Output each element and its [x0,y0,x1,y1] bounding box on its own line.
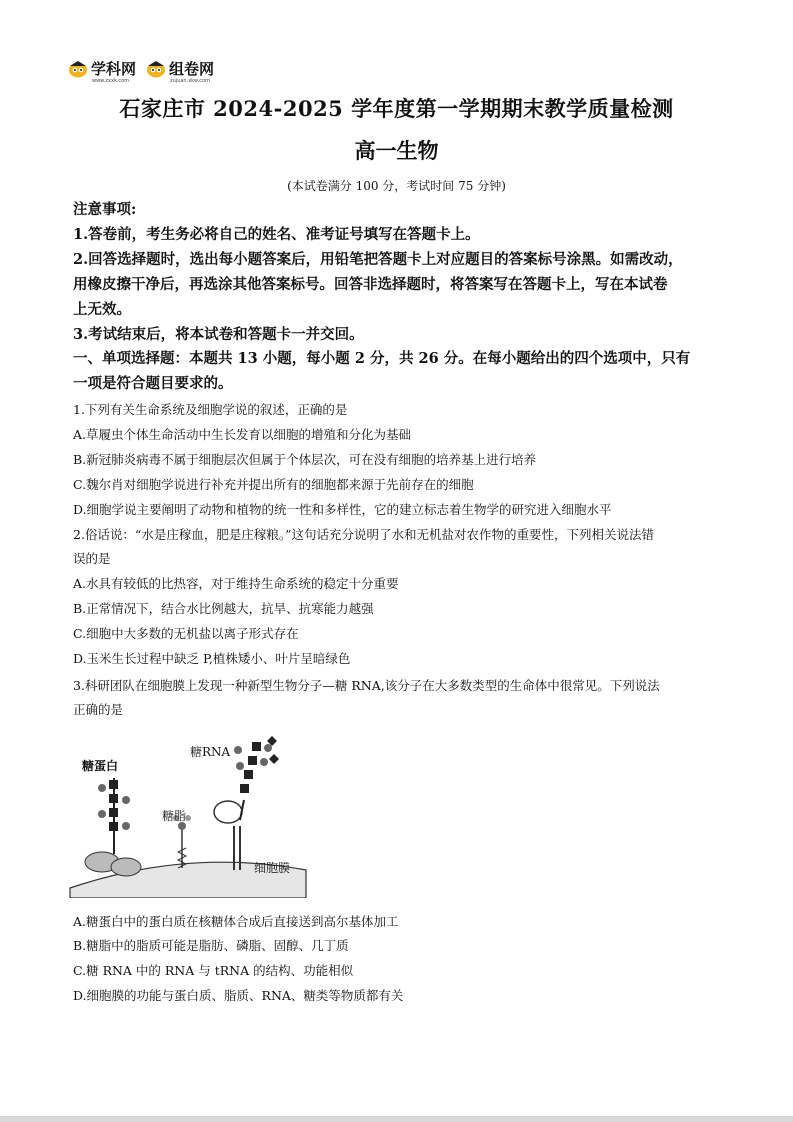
membrane-diagram [68,730,308,898]
question-option: C.细胞中大多数的无机盐以离子形式存在 [73,626,299,641]
membrane-figure [68,730,308,898]
section-heading: 一、单项选择题：本题共 13 小题，每小题 2 分，共 26 分。在每小题给出的四个选项中，只有 [73,350,691,367]
label-membrane: 细胞膜 [254,861,291,875]
logo-zujuanwang [146,58,215,84]
question-option: A.水具有较低的比热容，对于维持生命系统的稳定十分重要 [73,576,399,591]
page-bottom-edge [0,1116,793,1122]
question-stem: 3.科研团队在细胞膜上发现一种新型生物分子—糖 RNA,该分子在大多数类型的生命体中很常见。下列说法 [73,678,660,693]
notice-line: 用橡皮擦干净后，再选涂其他答案标号。回答非选择题时，将答案写在答题卡上，写在本试卷 [73,276,668,293]
question-option: A.糖蛋白中的蛋白质在核糖体合成后直接送到高尔基体加工 [73,914,399,929]
question-option: B.正常情况下，结合水比例越大，抗旱、抗寒能力越强 [73,601,374,616]
question-option: C.糖 RNA 中的 RNA 与 tRNA 的结构、功能相似 [73,963,354,978]
question-option: D.细胞学说主要阐明了动物和植物的统一性和多样性，它的建立标志着生物学的研究进入细胞水平 [73,502,612,517]
notice-line: 上无效。 [73,301,131,318]
question-option: B.新冠肺炎病毒不属于细胞层次但属于个体层次，可在没有细胞的培养基上进行培养 [73,452,537,467]
notice-line: 3.考试结束后，将本试卷和答题卡一并交回。 [73,326,364,343]
logo-name: 组卷网 [169,60,215,78]
page-title: 石家庄市 2024-2025 学年度第一学期期末教学质量检测 [119,96,674,121]
exam-meta: (本试卷满分 100 分，考试时间 75 分钟) [287,179,506,193]
notice-line: 1.答卷前，考生务必将自己的姓名、准考证号填写在答题卡上。 [73,226,480,243]
question-option: A.草履虫个体生命活动中生长发育以细胞的增殖和分化为基础 [73,427,412,442]
question-stem: 1.下列有关生命系统及细胞学说的叙述，正确的是 [73,402,348,417]
logo-xuekewang [68,58,137,84]
logo-url: zujuan.xkw.com [170,78,210,84]
label-glycolipid: 糖脂 [162,809,187,823]
section-heading: 一项是符合题目要求的。 [73,375,233,392]
owl-icon [68,60,88,78]
question-option: D.细胞膜的功能与蛋白质、脂质、RNA、糖类等物质都有关 [73,988,404,1003]
notice-heading: 注意事项: [73,201,137,218]
question-stem: 正确的是 [73,702,124,717]
question-option: D.玉米生长过程中缺乏 P,植株矮小、叶片呈暗绿色 [73,651,351,666]
label-glycoprotein: 糖蛋白 [82,759,119,773]
glycoprotein-structure [85,778,141,876]
notice-line: 2.回答选择题时，选出每小题答案后，用铅笔把答题卡上对应题目的答案标号涂黑。如需改动， [73,251,683,268]
owl-icon [146,60,166,78]
page-subtitle: 高一生物 [354,138,439,163]
header-logos [68,58,215,84]
label-glycorna: 糖RNA [190,745,231,759]
logo-url: www.zxxk.com [92,78,130,84]
logo-name: 学科网 [91,60,137,78]
question-stem: 误的是 [73,551,111,566]
question-stem: 2.俗话说：“水是庄稼血，肥是庄稼粮。”这句话充分说明了水和无机盐对农作物的重要性，下列相关说法错 [73,527,654,542]
question-option: B.糖脂中的脂质可能是脂肪、磷脂、固醇、几丁质 [73,938,349,953]
question-option: C.魏尔肖对细胞学说进行补充并提出所有的细胞都来源于先前存在的细胞 [73,477,474,492]
